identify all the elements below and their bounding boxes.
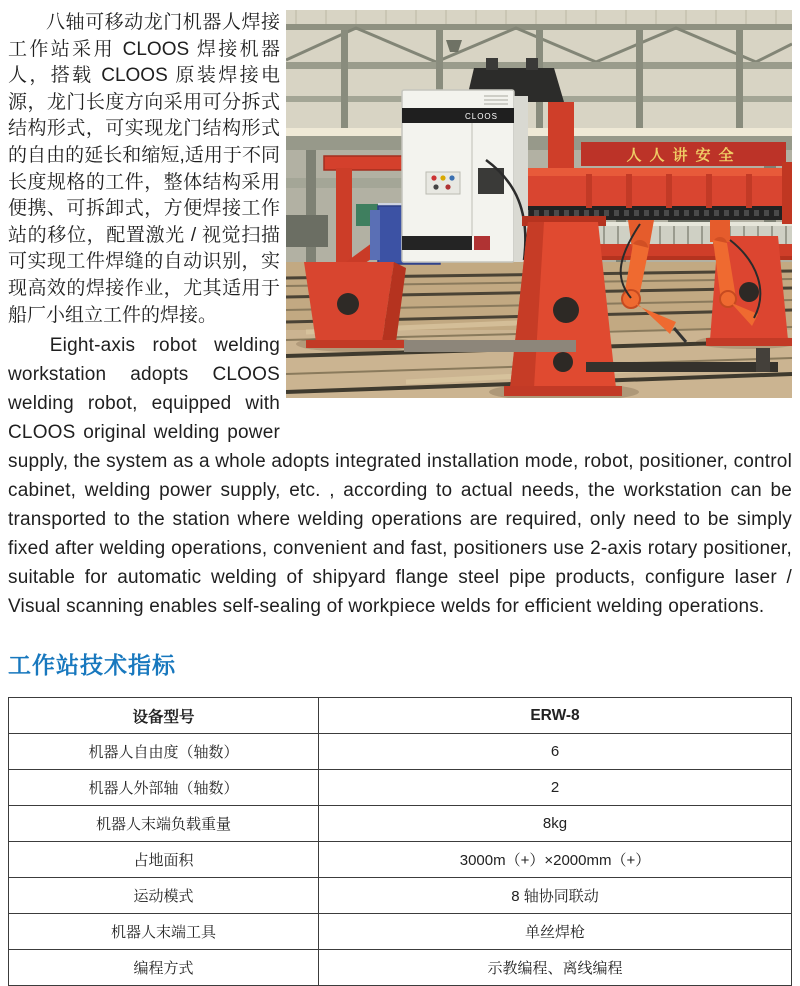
intro-paragraph-cn: 八轴可移动龙门机器人焊接工作站采用 CLOOS 焊接机器人，搭载 CLOOS 原装焊接电源，龙门长度方向采用可分拆式结构形式，可实现龙门结构形式的自由的延长和缩短,适用于不同长度规格的工件，整体结构采用便携、可拆卸式，方便焊接工作站的移位，配置激光 / 视觉扫描可实现工件焊缝的自动识别，实现高效的焊接作业，尤其适用于船厂小组立工件的焊接。 [8,12,280,326]
table-row [9,878,792,914]
spec-value: 单丝焊枪 [319,914,792,950]
spec-value: 6 [319,734,792,770]
table-row [9,770,792,806]
table-row [9,914,792,950]
spec-value: ERW-8 [319,698,792,734]
table-row [9,734,792,770]
factory-scene-illustration [286,10,792,398]
spec-value: 8kg [319,806,792,842]
table-row [9,842,792,878]
spec-label: 机器人末端负载重量 [9,806,319,842]
spec-label: 机器人自由度（轴数） [9,734,319,770]
section-title: 工作站技术指标 [8,652,176,679]
table-row [9,806,792,842]
safety-banner-text: 人人讲安全 [626,147,742,164]
table-row [9,698,792,734]
workstation-photo [286,10,792,398]
spec-value: 3000m（+）×2000mm（+） [319,842,792,878]
spec-value: 2 [319,770,792,806]
spec-label: 机器人外部轴（轴数） [9,770,319,806]
spec-value: 示教编程、离线编程 [319,950,792,986]
spec-label: 编程方式 [9,950,319,986]
intro-paragraph-en: Eight-axis robot welding workstation adopts CLOOS welding robot, equipped with CLOOS original welding power supply, the system as a whole adopts integrated installation mode, robot, positioner, control cabinet, welding power supply, etc. , according to actual needs, the workstation can be transported to the station where welding operations are required, only need to be simply fixed after welding operations, convenient and fast, positioners use 2-axis rotary positioner, suitable for automatic welding of shipyard flange steel pipe products, configure laser / Visual scanning enables self-sealing of workpiece welds for efficient welding operations. [8,335,792,618]
spec-value: 8 轴协同联动 [319,878,792,914]
spec-table [8,697,792,986]
table-row [9,950,792,986]
spec-label: 占地面积 [9,842,319,878]
cabinet-brand-label: CLOOS [464,112,498,121]
spec-label: 机器人末端工具 [9,914,319,950]
spec-label: 运动模式 [9,878,319,914]
spec-label: 设备型号 [9,698,319,734]
